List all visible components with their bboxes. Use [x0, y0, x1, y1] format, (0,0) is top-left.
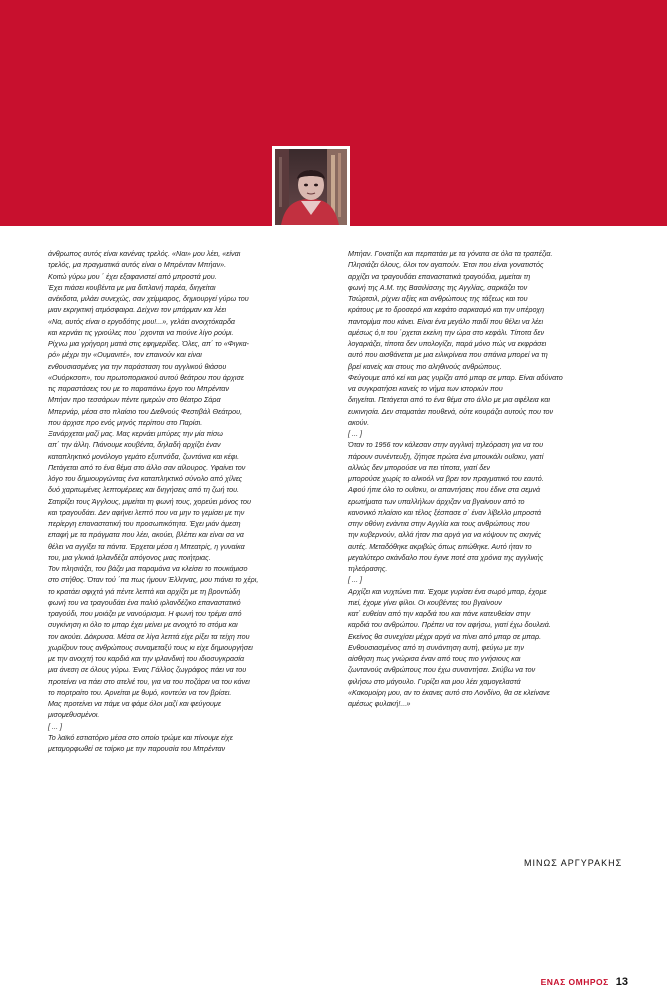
- text-line: ρό» μέχρι την «Ουμανιτέ», τον επαινούν και είναι: [48, 350, 202, 360]
- text-line: Μπήαν. Γονατίζει και περπατάει με τα γόνατα σε όλα τα τραπέζια.: [348, 249, 553, 258]
- text-line: θέλει να αγγίξει τα πάντα. Έρχεται μέσα η Μπεατρίς, η γυναίκα: [48, 541, 245, 551]
- text-line: κράτους με το δροσερό και κεφάτο σαρκασμό και την υπέροχη: [348, 305, 545, 315]
- text-line: φωνή της Α.Μ. της Βασιλίσσης της Αγγλίας, σαρκάζει τον: [348, 282, 528, 292]
- text-line: απ΄ την άλλη. Πιάνουμε κουβέντα, δηλαδή αρχίζει έναν: [48, 440, 221, 450]
- text-line: προτείνει να πάει στο ατελιέ του, για να του ποζάρει να του κάνει: [48, 676, 250, 686]
- text-line: τηλεόρασης.: [348, 564, 388, 573]
- text-line: μεταμορφωθεί σε τσίρκο με την παρουσία του Μπρένταν: [48, 744, 226, 753]
- text-line: αίσθηση πως γνώρισα έναν από τους πιο γνήσιους και: [348, 654, 521, 663]
- text-line: Αφού ήπιε όλο το ουΐσκυ, οι απαντήσεις που έδινε στα σεμνά: [348, 485, 541, 495]
- text-line: μπορούσε χωρίς το αλκοόλ να βρει τον πραγματικό του εαυτό.: [348, 474, 544, 483]
- text-line: διηγείται. Πετάγεται από το ένα θέμα στο άλλο με μια αφέλεια και: [348, 395, 550, 405]
- text-line: συγκίνηση κι όλο το μπαρ έχει μείνει με ανοιχτό το στόμα και: [48, 620, 238, 630]
- text-line: μεγαλύτερο σκάνδαλο που έγινε ποτέ στα χρόνια της αγγλικής: [348, 552, 544, 562]
- text-line: Μπήαν προ τεσσάρων πέντε ημερών στο θέατρο Σάρα: [48, 395, 221, 405]
- page-footer: [541, 976, 628, 988]
- text-line: και κερνάει τις γριούλες που ΄ρχονται να πιούνε λίγο ρούμι.: [48, 327, 234, 337]
- text-line: Φεύγουμε από κεί και μας γυρίζει από μπαρ σε μπαρ. Είναι αδύνατο: [348, 372, 563, 382]
- text-line: λογαριάζει, τίποτα δεν υπολογίζει, παρά μόνο πώς να εκφράσει: [348, 339, 547, 348]
- text-line: ερωτήματα των υπαλλήλων άρχιζαν να βγαίνουν από το: [348, 496, 525, 506]
- magazine-name: ΕΝΑΣ ΟΜΗΡΟΣ: [540, 977, 609, 987]
- text-line: βρεί κανείς και στους πιο αληθινούς ανθρώπους.: [348, 361, 502, 371]
- text-line: αμέσως ό,τι του ΄ρχεται εκείνη την ώρα στο κεφάλι. Τίποτα δεν: [348, 327, 545, 337]
- text-line: του, μια γλυκιά Ιρλανδέζα απόγονος μιας ποιήτριας.: [48, 552, 211, 562]
- text-line: άνθρωπος αυτός είναι κανένας τρελός. «Ναι» μου λέει, «είναι: [48, 249, 241, 258]
- text-line: χωρίζουν τους ανθρώπους συναμεταξύ τους κι είχε δημιουργήσει: [48, 642, 253, 652]
- text-line: αυτές. Μεταδόθηκε ακριβώς όπως ειπώθηκε. Αυτό ήταν το: [348, 541, 532, 551]
- text-line: «Κακομοίρη μου, αν το έκανες αυτό στο Λονδίνο, θα σε κλείνανε: [348, 687, 550, 697]
- text-line: αυτό που αισθάνεται με μια ειλικρίνεια που σπάνια μπορεί να τη: [348, 350, 548, 360]
- text-line: ευκινησία. Δεν σταματάει πουθενά, ούτε κουράζει αυτούς που τον: [348, 406, 554, 416]
- text-line: αλλιώς δεν μπορούσε να πει τίποτα, γιατί δεν: [348, 462, 490, 472]
- text-line: καρδιά του ανθρώπου. Πρέπει να τον αφήσω, γιατί έχω δουλειά.: [348, 620, 551, 630]
- author-signature: ΜΙΝΩΣ ΑΡΓΥΡΑΚΗΣ: [524, 858, 623, 868]
- text-line: κατ΄ ευθείαν από την καρδιά του και πάνε κατευθείαν στην: [348, 609, 531, 618]
- portrait-photo: [275, 149, 347, 225]
- text-line: να συγκρατήσει κανείς το νήμα των ιστοριών που: [348, 384, 503, 393]
- page-number: 13: [615, 976, 628, 988]
- text-line: ανέκδοτα, μιλάει συνεχώς, σαν χείμμαρος, δημιουργεί γύρω του: [48, 294, 249, 303]
- text-line: πάρουν συνέντευξη, ζήτησε πρώτα ένα μπουκάλι ουΐσκυ, γιατί: [348, 451, 544, 461]
- text-line: το πορτραίτο του. Αρνείται με θυμό, κοντεύει να τον βρίσει.: [48, 687, 232, 697]
- text-line: μισομεθυσμένοι.: [48, 710, 100, 720]
- text-line: Πετάγεται από το ένα θέμα στο άλλο σαν αίλουρος. Υφαίνει τον: [48, 462, 246, 472]
- text-line: παντομίμα που κάνει. Είναι ένα μεγάλο παιδί που θέλει να λέει: [348, 316, 544, 326]
- text-line: λόγο του δημιουργώντας ένα καταπληκτικό σύνολο από χίλιες: [48, 474, 243, 483]
- right-text-column: [348, 248, 626, 709]
- text-line: και τραγουδάει. Δεν αφήνει λεπτό που να μην το γεμίσει με την: [48, 507, 245, 517]
- text-line: με την ανοιχτή του καρδιά και την ιρλανδική του ιδιοσυγκρασία: [48, 654, 245, 663]
- text-line: Έχει πιάσει κουβέντα με μια διπλανή παρέα, διηγείται: [48, 282, 216, 292]
- text-line: [ ... ]: [48, 721, 62, 731]
- text-line: μια άνεση σε όλους γύρω. Ένας Γάλλος ζωγράφος πάει να του: [48, 665, 247, 675]
- text-line: ενθουσιασμένες για την παράσταση του αγγλικού θιάσου: [48, 361, 227, 371]
- text-line: «Να, αυτός είναι ο εργοδότης μου!...», γελάει ανοιχτόκαρδα: [48, 316, 236, 326]
- text-line: καταπληκτικό μονόλογο γεμάτο εξυπνάδα, ζωντάνια και κέφι.: [48, 451, 240, 461]
- text-line: Κοιτώ γύρω μου ΄ έχει εξαφανιστεί από μπροστά μου.: [48, 271, 217, 281]
- text-line: Αρχίζει και νυχτώνει πια. Έχομε γυρίσει ένα σωρό μπαρ, έχομε: [348, 586, 547, 596]
- text-line: στο στήθος. Όταν τού ΄πα πως ήμουν Έλληνας, μου πιάνει το χέρι,: [48, 575, 259, 585]
- text-line: τραγούδι, που μοιάζει με νανούρισμα. Η φωνή του τρέμει από: [48, 609, 242, 618]
- text-line: ακούν.: [348, 417, 370, 427]
- text-line: Μπερνάρ, μέσα στο πλαίσιο του Διεθνούς Φεστιβάλ Θεάτρου,: [48, 406, 243, 416]
- text-line: αρχίζει να τραγουδάει επαναστατικά τραγούδια, μιμείται τη: [348, 271, 531, 281]
- text-line: ζωντανούς ανθρώπους που έχω συναντήσει. Σκύβω να τον: [348, 665, 536, 675]
- text-line: μιαν εκρηκτική ατμόσφαιρα. Δείχνει τον μπάρμαν και λέει: [48, 305, 227, 315]
- text-line: φιλήσω στο μάγουλο. Γυρίζει και μου λέει χαμογελαστά: [348, 676, 521, 686]
- text-line: Μας προτείνει να πάμε να φάμε όλοι μαζί και φεύγουμε: [48, 699, 221, 708]
- text-line: Ενθουσιασμένος από τη συνάντηση αυτή, φεύγω με την: [348, 642, 525, 652]
- text-line: Ρίχνω μια γρήγορη ματιά στις εφημερίδες. Όλες, απ΄ το «Φιγκα-: [48, 339, 249, 348]
- text-line: [ ... ]: [348, 429, 362, 438]
- text-line: τις παραστάσεις του με το παραπάνω έργο του Μπρένταν: [48, 384, 229, 393]
- left-text-column: [48, 248, 320, 754]
- text-line: Πλησιάζει όλους, όλοι τον αγαπούν. Έτσι που είναι γονατιστός: [348, 260, 544, 270]
- text-line: Σατιρίζει τους Άγγλους, μιμείται τη φωνή τους, χορεύει μόνος του: [48, 496, 251, 506]
- text-line: αμέσως φυλακή!...»: [348, 699, 411, 708]
- text-line: Το λαϊκό εστιατόριο μέσα στο οποίο τρώμε και πίνουμε είχε: [48, 732, 233, 742]
- text-line: το κρατάει σφιχτά γιά πέντε λεπτά και αρχίζει με τη βροντώδη: [48, 586, 241, 596]
- text-line: τρελός, μα πραγματικά αυτός είναι ο Μπρένταν Μπήαν».: [48, 260, 227, 270]
- text-line: στην οθόνη ενάντια στην Αγγλία και τους ανθρώπους που: [348, 519, 530, 528]
- text-line: [ ... ]: [348, 575, 362, 585]
- text-line: «Ουόρκσοπ», του πρωτοποριακού αυτού θεάτρου που άρχισε: [48, 372, 244, 382]
- text-line: Τσώρτσιλ, ρίχνει αξίες και ανθρώπους της τάξεως και του: [348, 294, 528, 303]
- text-line: Εκείνος θα συνεχίσει μέχρι αργά να πίνει από μπαρ σε μπαρ.: [348, 631, 542, 641]
- text-line: που άρχισε προ ενός μηνός περίπου στο Παρίσι.: [48, 417, 203, 427]
- text-line: φωνή του να τραγουδάει ένα παλιό ιρλανδέζικο επαναστατικό: [48, 597, 241, 607]
- text-line: περίεργη επαναστατική του προσωπικότητα. Έχει μιάν άμεση: [48, 519, 241, 528]
- text-line: δυό χαριτωμένες λεπτομέρειες και διηγήσεις από τη ζωή του.: [48, 485, 240, 495]
- text-line: επαφή με τα πράγματα που λέει, ακούει, βλέπει και είναι σα να: [48, 530, 244, 540]
- text-line: Όταν το 1956 τον κάλεσαν στην αγγλική τηλεόραση για να του: [348, 440, 544, 450]
- text-line: τον ακούει. Δάκρυσα. Μέσα σε λίγα λεπτά είχε ρίξει τα τείχη που: [48, 631, 250, 641]
- text-line: Ξανάρχεται μαζί μας. Μας κερνάει μπύρες την μία πίσω: [48, 429, 223, 438]
- text-line: πιεί, έχομε γίνει φίλοι. Οι κουβέντες του βγαίνουν: [348, 597, 502, 607]
- text-line: την κυβερνούν, αλλά ήταν πια αργά για να κόψουν τις σκηνές: [348, 530, 542, 540]
- text-line: κανονικό πλαίσιο και τέλος ξέσπασε σ΄ έναν λίβελλο μπροστά: [348, 507, 542, 517]
- text-line: Τον πλησιάζει, του βάζει μια παραμάνα να κλείσει το πουκάμισο: [48, 564, 248, 573]
